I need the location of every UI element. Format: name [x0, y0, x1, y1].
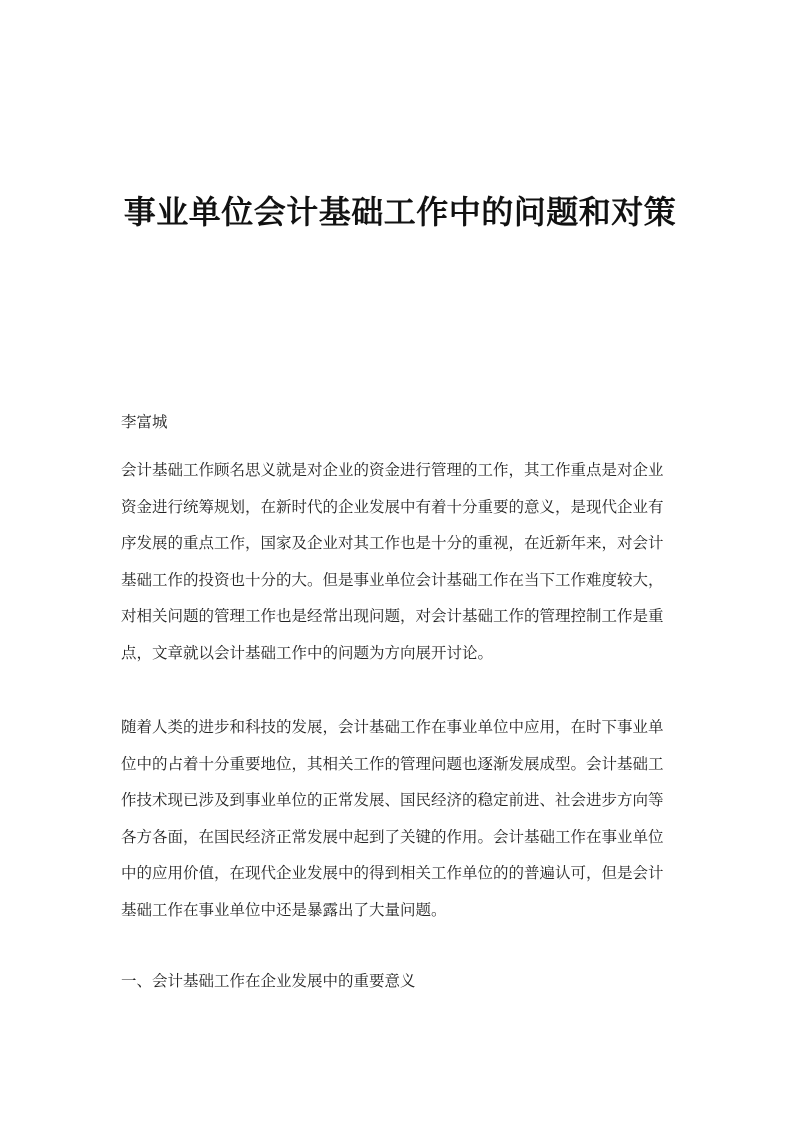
section-heading: 一、会计基础工作在企业发展中的重要意义 [121, 972, 416, 990]
document-title: 事业单位会计基础工作中的问题和对策 [123, 193, 677, 231]
paragraph-2: 随着人类的进步和科技的发展，会计基础工作在事业单位中应用，在时下事业单位中的占着十分重要地位，其相关工作的管理问题也逐渐发展成型。会计基础工作技术现已涉及到事业单位的正常发展、国民经济的稳定前进、社会进步方向等各方各面，在国民经济正常发展中起到了关键的作用。会计基础工作在事业单位中的应用价值，在现代企业发展中的得到相关工作单位的的普遍认可，但是会计基础工作在事业单位中还是暴露出了大量问题。 [121, 718, 664, 919]
paragraph-1: 会计基础工作顾名思义就是对企业的资金进行管理的工作，其工作重点是对企业资金进行统筹规划，在新时代的企业发展中有着十分重要的意义，是现代企业有序发展的重点工作，国家及企业对其工作也是十分的重视，在近新年来，对会计基础工作的投资也十分的大。但是事业单位会计基础工作在当下工作难度较大，对相关问题的管理工作也是经常出现问题，对会计基础工作的管理控制工作是重点，文章就以会计基础工作中的问题为方向展开讨论。 [121, 461, 664, 662]
author-name: 李富城 [121, 413, 168, 431]
